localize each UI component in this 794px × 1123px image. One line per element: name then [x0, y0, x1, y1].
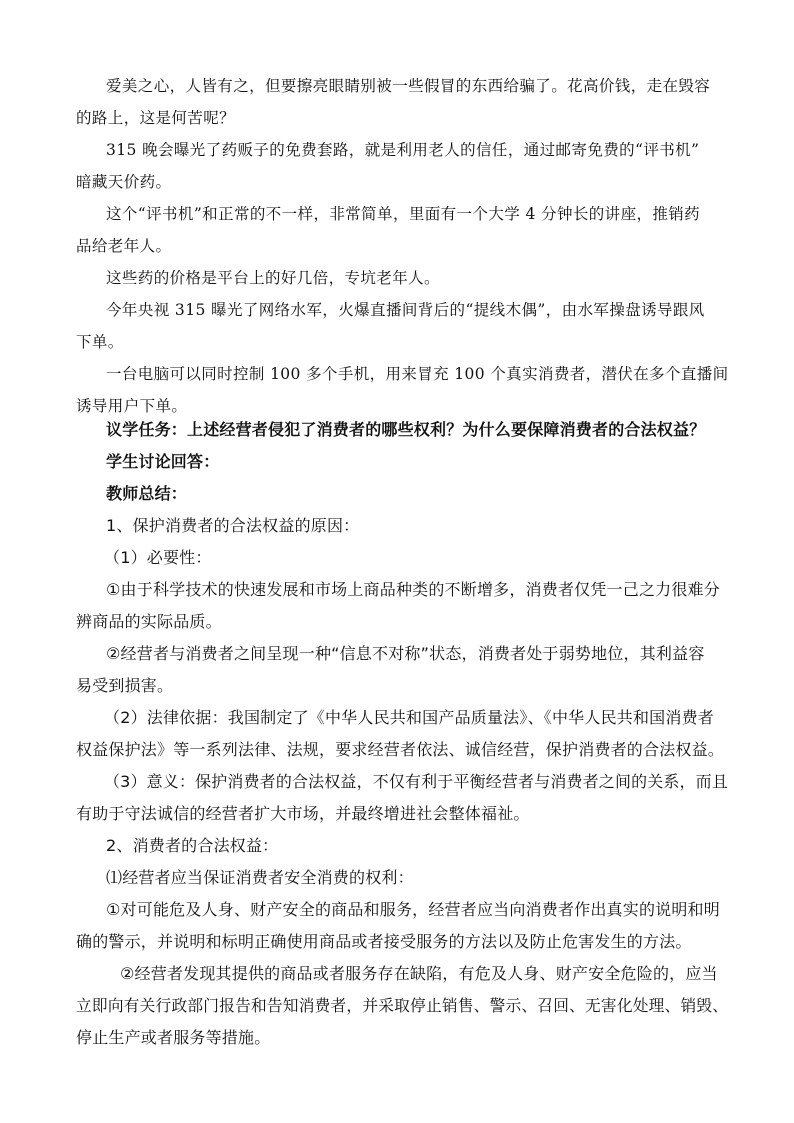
s2-1b-line3: 停止生产或者服务等措施。 — [76, 1028, 271, 1047]
s2-1a-line1: ①对可能危及人身、财产安全的商品和服务，经营者应当向消费者作出真实的说明和明 — [106, 900, 720, 919]
s2-1b-line2: 立即向有关行政部门报告和告知消费者，并采取停止销售、警示、召回、无害化处理、销毁、 — [76, 996, 729, 1015]
s1-1a-line1: ①由于科学技术的快速发展和市场上商品种类的不断增多，消费者仅凭一己之力很难分 — [106, 580, 720, 599]
s1-1b-line2: 易受到损害。 — [76, 676, 174, 695]
task-heading: 议学任务：上述经营者侵犯了消费者的哪些权利？为什么要保障消费者的合法权益？ — [106, 420, 706, 439]
story-p5-line2: 下单。 — [76, 333, 124, 351]
teacher-heading: 教师总结： — [106, 484, 188, 503]
story-p6-line1: 一台电脑可以同时控制 100 多个手机，用来冒充 100 个真实消费者，潜伏在多个直播间 — [106, 365, 729, 383]
section-2-1-heading: ⑴经营者应当保证消费者安全消费的权利： — [106, 868, 414, 887]
section-1-1-heading: （1）必要性： — [104, 548, 212, 567]
story-p6-line2: 诱导用户下单。 — [76, 397, 188, 415]
s1-3-line1: （3）意义：保护消费者的合法权益，不仅有利于平衡经营者与消费者之间的关系，而且 — [104, 772, 728, 791]
s1-3-line2: 有助于守法诚信的经营者扩大市场，并最终增进社会整体福祉。 — [76, 804, 530, 823]
s1-1a-line2: 辨商品的实际品质。 — [76, 612, 222, 631]
story-p3-line2: 品给老年人。 — [76, 237, 172, 255]
student-heading: 学生讨论回答： — [106, 452, 220, 471]
story-p5-line1: 今年央视 315 曝光了网络水军，火爆直播间背后的“提线木偶”，由水军操盘诱导跟风 — [106, 301, 705, 319]
s2-1b-line1: ②经营者发现其提供的商品或者服务存在缺陷，有危及人身、财产安全危险的，应当 — [120, 964, 718, 983]
s1-2-line1: （2）法律依据：我国制定了《中华人民共和国产品质量法》、《中华人民共和国消费者 — [104, 708, 714, 727]
story-p2-line1: 315 晚会曝光了药贩子的免费套路，就是利用老人的信任，通过邮寄免费的“评书机” — [106, 141, 700, 159]
s2-1a-line2: 确的警示，并说明和标明正确使用商品或者接受服务的方法以及防止危害发生的方法。 — [76, 932, 692, 951]
story-p3-line1: 这个“评书机”和正常的不一样，非常简单，里面有一个大学 4 分钟长的讲座，推销药 — [106, 205, 701, 223]
s1-2-line2: 权益保护法》等一系列法律、法规，要求经营者依法、诚信经营，保护消费者的合法权益。 — [76, 740, 725, 759]
story-p1-line1: 爱美之心，人皆有之，但要擦亮眼睛别被一些假冒的东西给骗了。花高价钱，走在毁容 — [106, 77, 711, 95]
section-1-heading: 1、保护消费者的合法权益的原因： — [106, 516, 360, 535]
story-p1-line2: 的路上，这是何苦呢？ — [76, 109, 236, 127]
story-p4-line1: 这些药的价格是平台上的好几倍，专坑老年人。 — [106, 269, 440, 287]
s1-1b-line1: ②经营者与消费者之间呈现一种“信息不对称”状态，消费者处于弱势地位，其利益容 — [106, 644, 705, 663]
section-2-heading: 2、消费者的合法权益： — [106, 836, 279, 855]
story-p2-line2: 暗藏天价药。 — [76, 173, 172, 191]
